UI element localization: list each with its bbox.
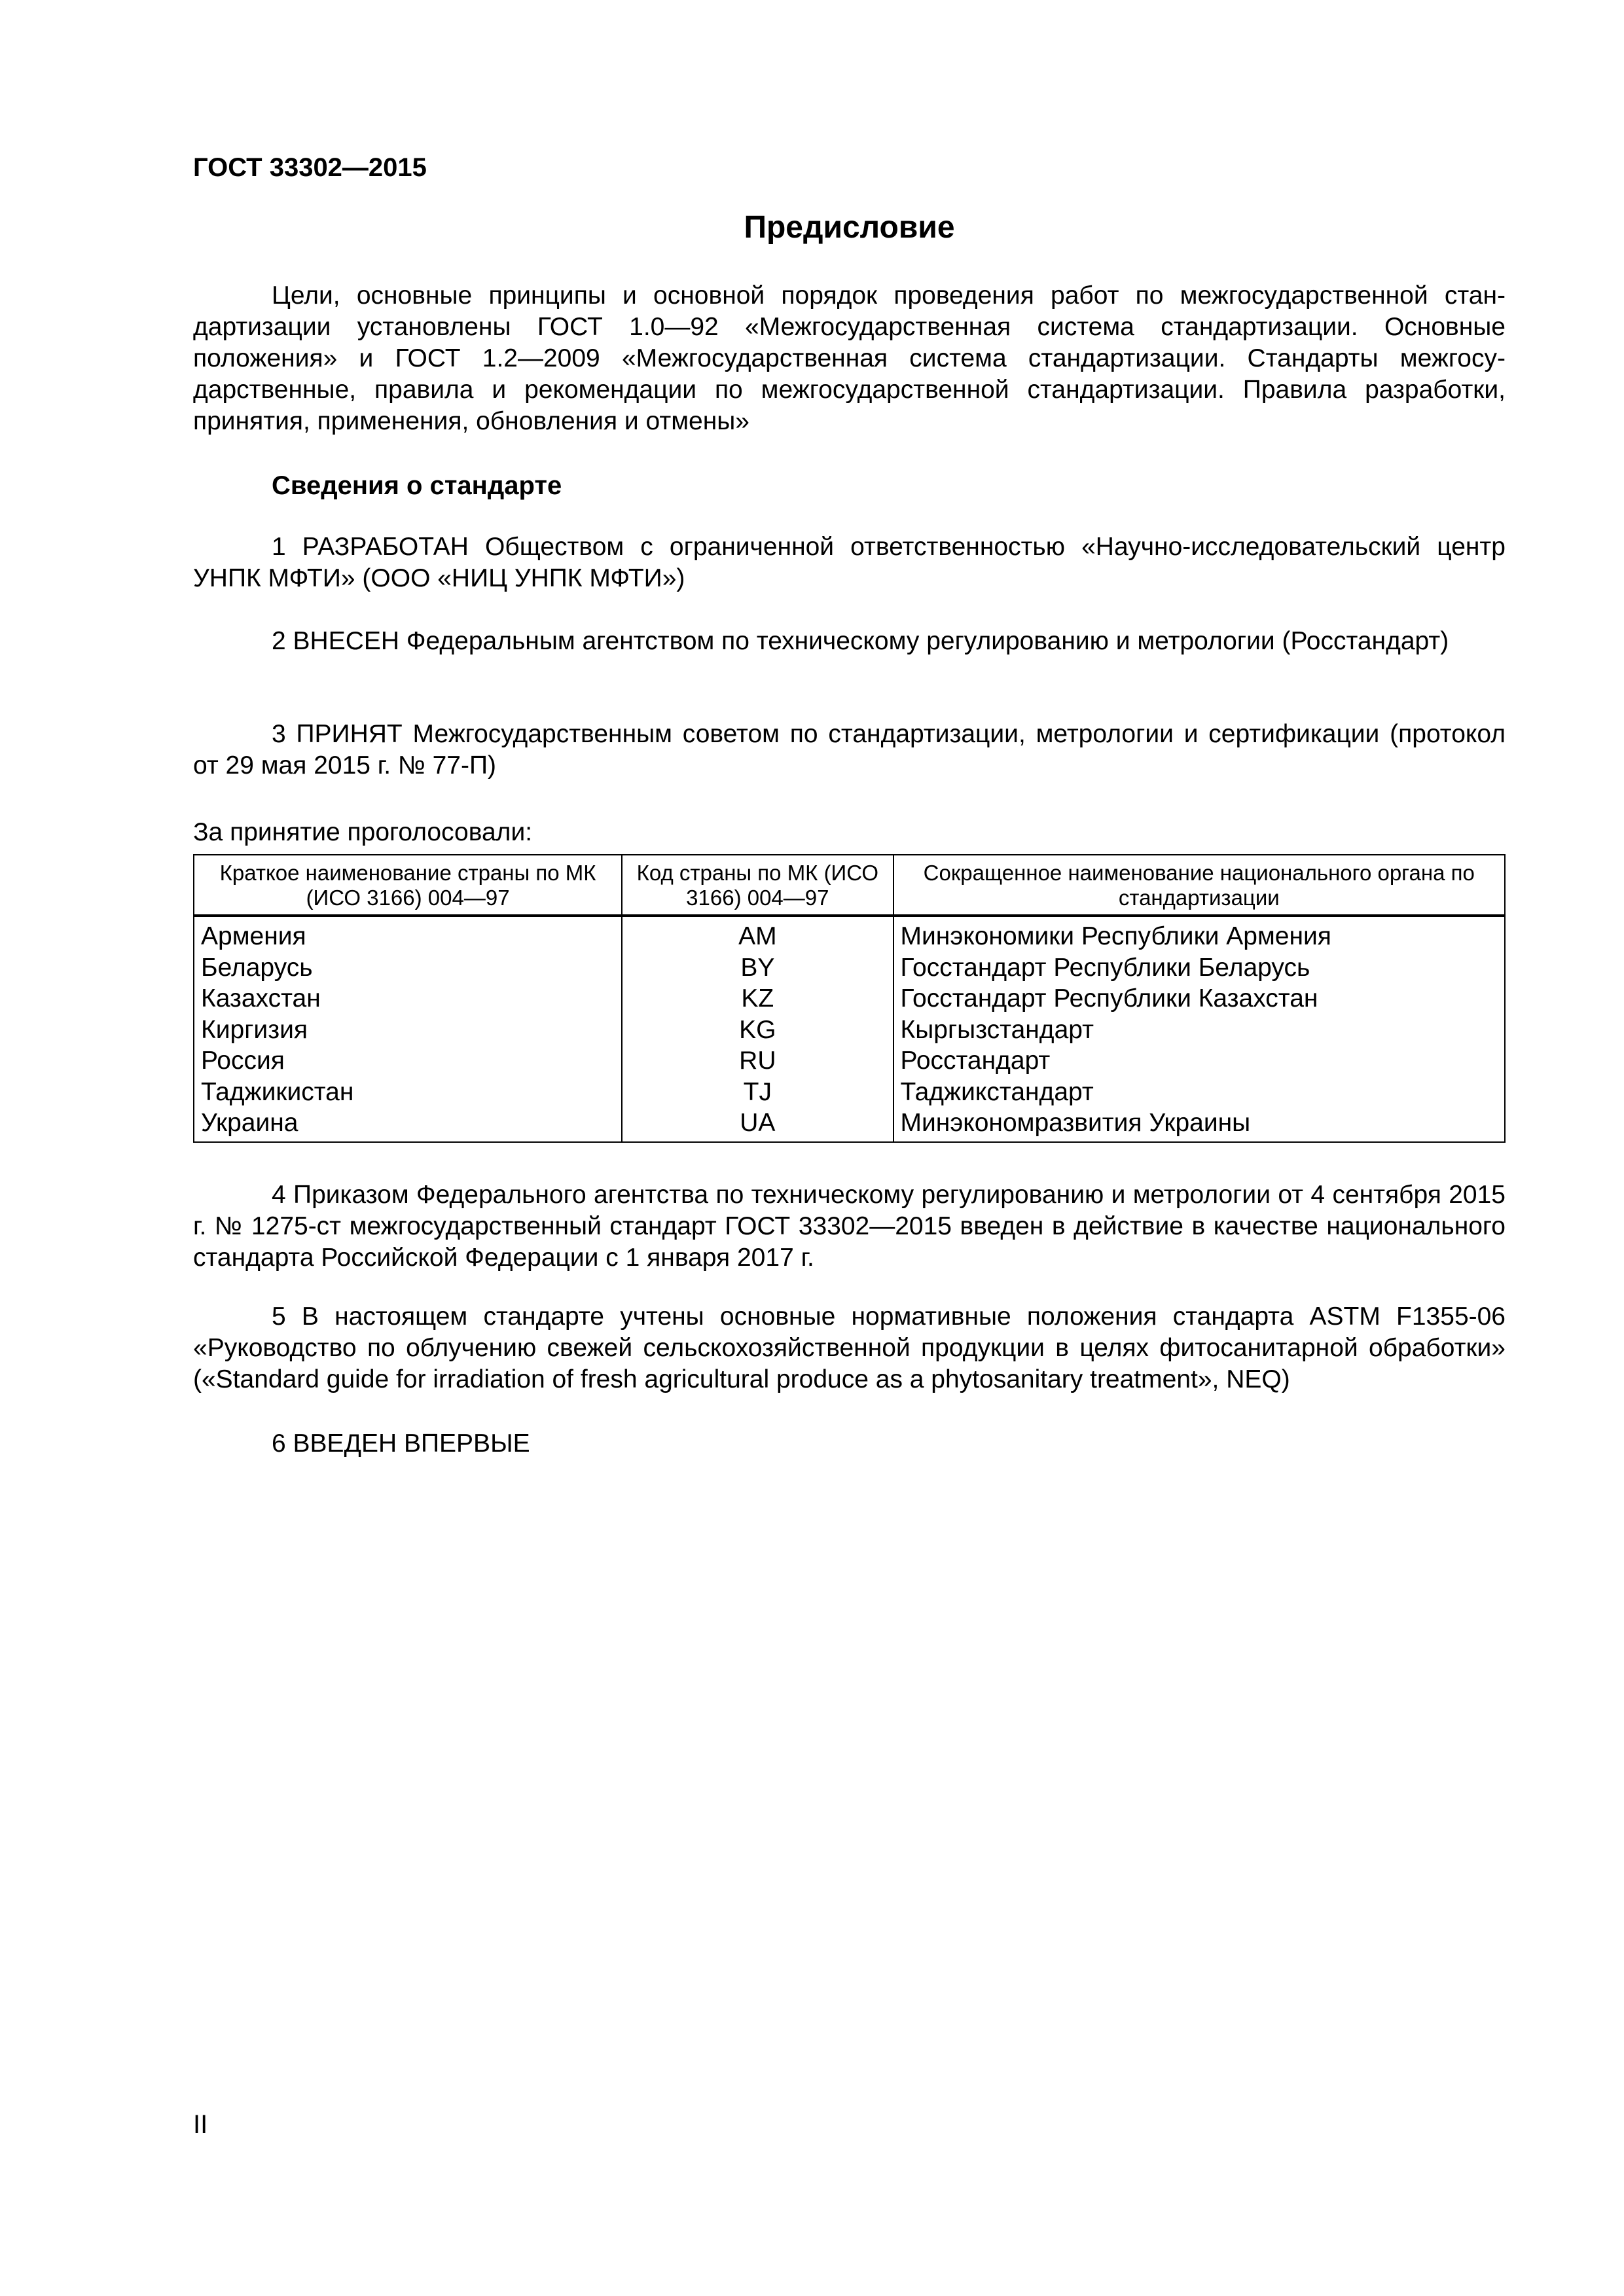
table-row [194,983,1505,1014]
body-cell: Минэкономики Республики Армения [893,916,1505,952]
country-cell: Украина [194,1107,622,1142]
country-cell: Казахстан [194,983,622,1014]
header-national-body: Сокращенное наименование национального органа по стандартизации [893,855,1505,916]
item-4-order: 4 Приказом Федерального агентства по техническому регулированию и метрологии от 4 сентября 2015 г. № 1275-ст межгосударственный стандарт ГОСТ 33302—2015 введен в действие в качестве национального стандарта Российской Федерации с 1 января 2017 г. [193,1181,1506,1272]
voting-table-header-row [194,855,1505,916]
code-cell: AM [622,916,893,952]
country-cell: Россия [194,1045,622,1077]
code-cell: KZ [622,983,893,1014]
doc-header: ГОСТ 33302—2015 [193,153,427,182]
standard-info-heading: Сведения о стандарте [272,471,562,500]
preface-title: Предисловие [744,210,955,245]
item-6-introduced-first: 6 ВВЕДЕН ВПЕРВЫЕ [272,1429,530,1458]
country-cell: Киргизия [194,1014,622,1046]
header-country-code: Код страны по МК (ИСО 3166) 004—97 [622,855,893,916]
code-cell: UA [622,1107,893,1142]
code-cell: TJ [622,1077,893,1108]
preface-paragraph: Цели, основные принципы и основной порядок проведения работ по межгосударственной стандартизации установлены ГОСТ 1.0—92 «Межгосударственная система стандартизации. Основные положения» и ГОСТ 1.2—2009 «Межгосударственная система стандартизации. Стандарты межгосударственные, правила и рекомендации по межгосударственной стандартизации. Правила разработки, принятия, применения, обновления и отмены» [193,281,1506,435]
item-3-adopted: 3 ПРИНЯТ Межгосударственным советом по стандартизации, метрологии и сертификации (протокол от 29 мая 2015 г. № 77-П) [193,720,1506,780]
voting-label: За принятие проголосовали: [193,818,533,846]
code-cell: KG [622,1014,893,1046]
country-cell: Таджикистан [194,1077,622,1108]
body-cell: Минэкономразвития Украины [893,1107,1505,1142]
header-country-name: Краткое наименование страны по МК (ИСО 3166) 004—97 [194,855,622,916]
table-row [194,916,1505,952]
table-row [194,1107,1505,1142]
body-cell: Госстандарт Республики Казахстан [893,983,1505,1014]
item-1-developed: 1 РАЗРАБОТАН Обществом с ограниченной ответственностью «Научно-исследовательский центр УНПК МФТИ» (ООО «НИЦ УНПК МФТИ») [193,533,1506,592]
country-cell: Беларусь [194,952,622,984]
table-row [194,1014,1505,1046]
table-row [194,952,1505,984]
voting-table [193,854,1506,1143]
body-cell: Росстандарт [893,1045,1505,1077]
table-row [194,1077,1505,1108]
table-row [194,1045,1505,1077]
body-cell: Кыргызстандарт [893,1014,1505,1046]
item-5-astm-reference: 5 В настоящем стандарте учтены основные нормативные положения стандарта ASTM F1355-06 «Руководство по облучению свежей сельскохозяйственной продукции в целях фитосанитарной обработки» («Standard guide for irradiation of fresh agricultural produce as a phytosanitary treatment», NEQ) [193,1302,1506,1393]
body-cell: Госстандарт Республики Беларусь [893,952,1505,984]
country-cell: Армения [194,916,622,952]
item-2-submitted: 2 ВНЕСЕН Федеральным агентством по техническому регулированию и метрологии (Росстандарт) [272,627,1449,655]
page-number: II [193,2110,208,2139]
code-cell: RU [622,1045,893,1077]
code-cell: BY [622,952,893,984]
body-cell: Таджикстандарт [893,1077,1505,1108]
